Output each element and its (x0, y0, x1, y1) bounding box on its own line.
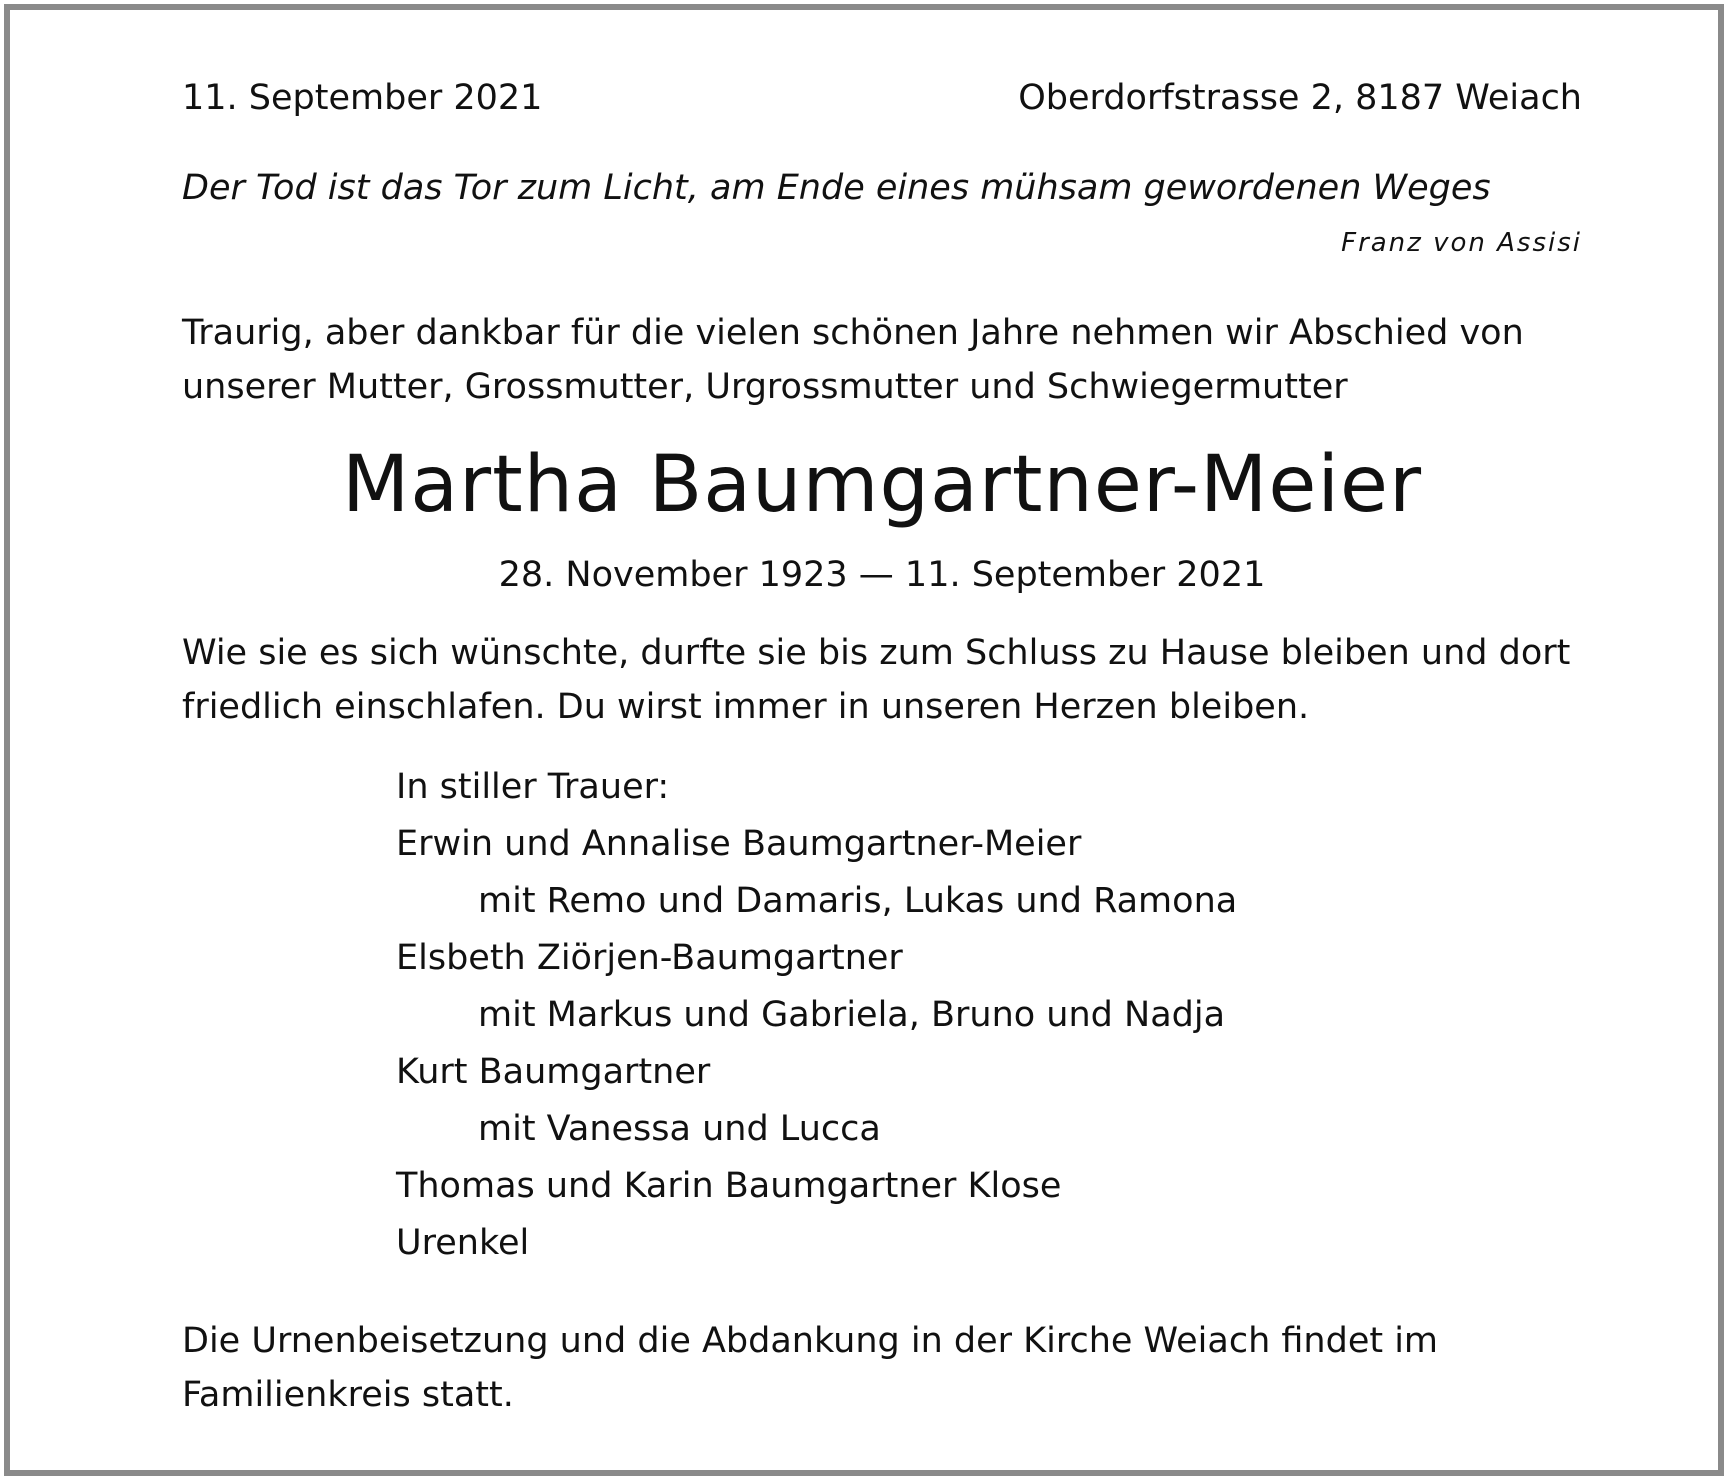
life-dates: 28. November 1923 — 11. September 2021 (498, 555, 1266, 595)
wish-paragraph: Wie sie es sich wünschte, durfte sie bis zum Schluss zu Hause bleiben und dort friedlich einschlafen. Du wirst immer in unseren Herzen bleiben. (182, 633, 1571, 727)
notice-date: 11. September 2021 (182, 78, 543, 118)
mourners-heading: In stiller Trauer: (396, 767, 670, 807)
mourner-line: mit Vanessa und Lucca (478, 1109, 881, 1149)
quote-author: Franz von Assisi (1341, 228, 1582, 258)
quote-text: Der Tod ist das Tor zum Licht, am Ende eines mühsam gewordenen Weges (182, 168, 1491, 208)
mourner-line: mit Markus und Gabriela, Bruno und Nadja (478, 995, 1226, 1035)
mourners-list (396, 762, 1237, 1275)
mourner-line: Elsbeth Ziörjen-Baumgartner (396, 938, 903, 978)
closing-paragraph: Die Urnenbeisetzung und die Abdankung in der Kirche Weiach findet im Familienkreis statt. (182, 1321, 1439, 1415)
mourner-line: mit Remo und Damaris, Lukas und Ramona (478, 881, 1238, 921)
family-address: Oberdorfstrasse 2, 8187 Weiach (1018, 78, 1582, 118)
mourner-line: Urenkel (396, 1223, 530, 1263)
mourner-line: Thomas und Karin Baumgartner Klose (396, 1166, 1062, 1206)
obituary-frame (4, 4, 1724, 1476)
mourner-line: Erwin und Annalise Baumgartner-Meier (396, 824, 1082, 864)
deceased-name: Martha Baumgartner-Meier (341, 440, 1423, 530)
intro-paragraph: Traurig, aber dankbar für die vielen schönen Jahre nehmen wir Abschied von unserer Mutter, Grossmutter, Urgrossmutter und Schwiegermutter (182, 313, 1524, 407)
mourner-line: Kurt Baumgartner (396, 1052, 711, 1092)
